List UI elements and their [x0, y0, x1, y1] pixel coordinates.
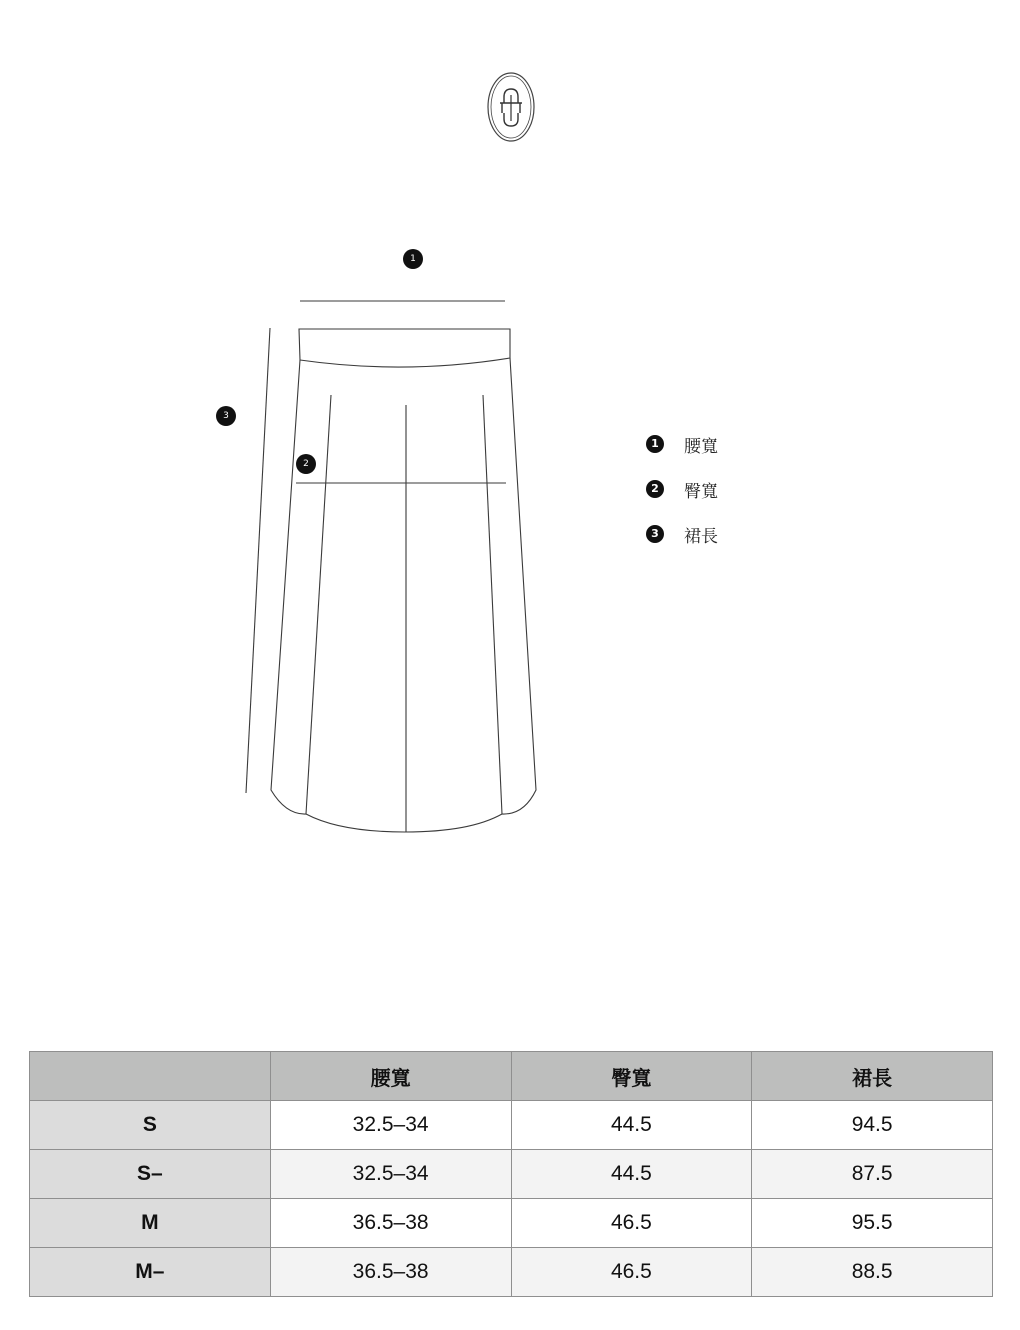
waist-cell: 36.5–38: [270, 1248, 511, 1297]
header-hip: 臀寬: [511, 1052, 752, 1101]
waist-badge: 1: [403, 249, 423, 269]
waist-cell: 36.5–38: [270, 1199, 511, 1248]
size-cell: M: [30, 1199, 271, 1248]
legend-badge: 1: [646, 435, 664, 453]
hip-cell: 46.5: [511, 1199, 752, 1248]
hip-cell: 44.5: [511, 1101, 752, 1150]
hip-cell: 46.5: [511, 1248, 752, 1297]
size-cell: M–: [30, 1248, 271, 1297]
size-cell: S–: [30, 1150, 271, 1199]
legend-label: 臀寬: [684, 481, 718, 502]
waist-cell: 32.5–34: [270, 1150, 511, 1199]
waistband: [299, 329, 510, 367]
legend-badge: 3: [646, 525, 664, 543]
hip-badge: 2: [296, 454, 316, 474]
size-chart-table: [29, 1051, 993, 1297]
panel-seam-right: [483, 395, 502, 814]
legend-badge: 2: [646, 480, 664, 498]
measurement-legend: [646, 430, 718, 565]
length-cell: 94.5: [752, 1101, 993, 1150]
legend-item-hip: [646, 475, 718, 503]
length-badge: 3: [216, 406, 236, 426]
size-cell: S: [30, 1101, 271, 1150]
legend-item-length: [646, 520, 718, 548]
legend-label: 腰寬: [684, 436, 718, 457]
waist-cell: 32.5–34: [270, 1101, 511, 1150]
header-size: [30, 1052, 271, 1101]
table-row: [30, 1150, 993, 1199]
hip-cell: 44.5: [511, 1150, 752, 1199]
length-measure-line: [246, 328, 270, 793]
length-cell: 87.5: [752, 1150, 993, 1199]
skirt-outline: [271, 358, 536, 832]
table-row: [30, 1199, 993, 1248]
table-header-row: [30, 1052, 993, 1101]
length-cell: 95.5: [752, 1199, 993, 1248]
header-length: 裙長: [752, 1052, 993, 1101]
legend-item-waist: [646, 430, 718, 458]
legend-label: 裙長: [684, 526, 718, 547]
length-cell: 88.5: [752, 1248, 993, 1297]
header-waist: 腰寬: [270, 1052, 511, 1101]
table-row: [30, 1248, 993, 1297]
table-row: [30, 1101, 993, 1150]
